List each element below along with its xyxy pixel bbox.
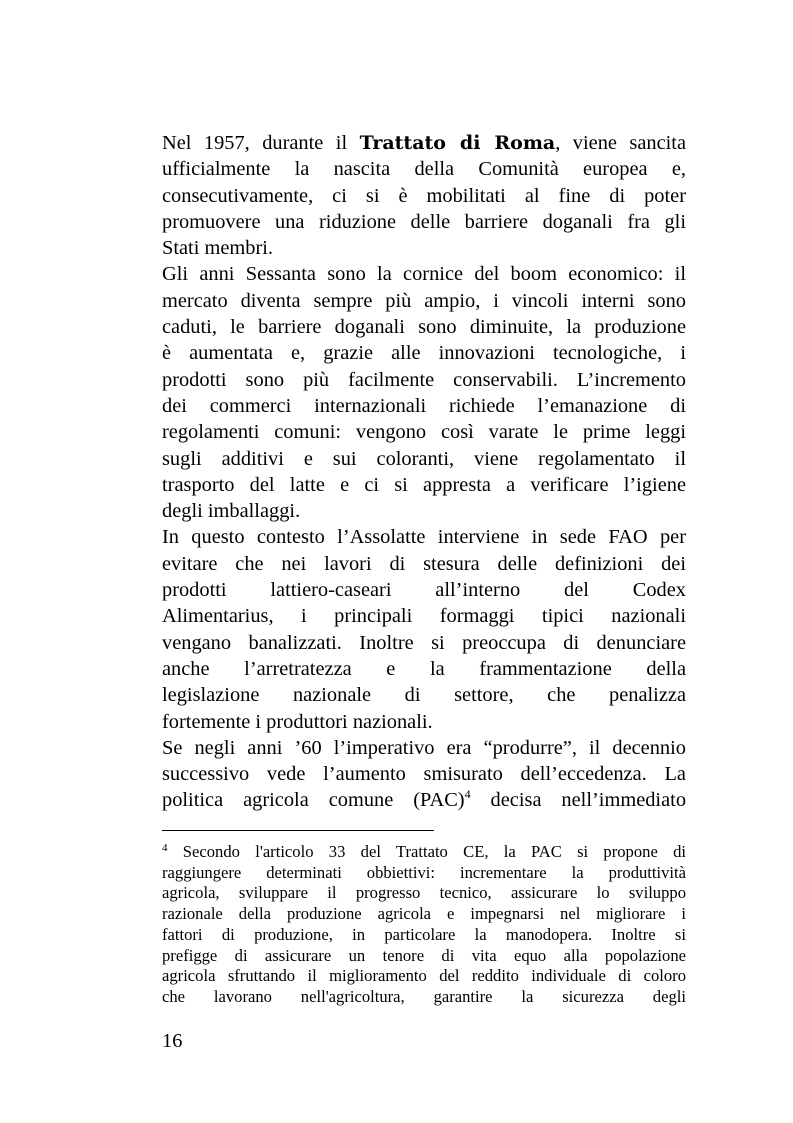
paragraph-treaty-of-rome bbox=[162, 130, 686, 261]
footnote-line: razionale della produzione agricola e impegnarsi nel migliorare i bbox=[162, 904, 686, 924]
paragraph-assolatte bbox=[162, 524, 686, 734]
footnote-line: agricola, sviluppare il progresso tecnico, assicurare lo sviluppo bbox=[162, 883, 686, 903]
text-line: promuovere una riduzione delle barriere doganali fra gli bbox=[162, 210, 686, 233]
footnote-number: 4 bbox=[162, 842, 168, 854]
text-line: Stati membri. bbox=[162, 237, 274, 260]
text-line: trasporto del latte e ci si appresta a verificare l’igiene bbox=[162, 473, 686, 496]
text-line: anche l’arretratezza e la frammentazione della bbox=[162, 657, 686, 680]
text-line: degli imballaggi. bbox=[162, 500, 301, 523]
text-line: fortemente i produttori nazionali. bbox=[162, 710, 433, 733]
paragraph-pac bbox=[162, 735, 686, 814]
footnote-line: agricola sfruttando il miglioramento del reddito individuale di coloro bbox=[162, 966, 686, 986]
paragraph-sixties-boom bbox=[162, 261, 686, 524]
text-line: è aumentata e, grazie alle innovazioni tecnologiche, i bbox=[162, 342, 686, 365]
footnote-line: fattori di produzione, in particolare la manodopera. Inoltre si bbox=[162, 924, 686, 944]
text-line: Gli anni Sessanta sono la cornice del boom economico: il bbox=[162, 263, 686, 286]
text-line: ufficialmente la nascita della Comunità europea e, bbox=[162, 158, 686, 181]
text-line: successivo vede l’aumento smisurato dell’eccedenza. La bbox=[162, 763, 686, 786]
footnote-line: $^4$ Secondo l'articolo 33 del Trattato CE, la PAC si propone di bbox=[162, 842, 686, 861]
text-line: politica agricola comune (PAC)$^4$ decisa nell’immediato bbox=[162, 787, 687, 812]
text-line: Alimentarius, i principali formaggi tipici nazionali bbox=[162, 605, 686, 628]
footnote-line: prefigge di assicurare un tenore di vita equo alla popolazione bbox=[162, 945, 686, 965]
footnote bbox=[162, 842, 686, 1008]
text-line: mercato diventa sempre più ampio, i vincoli interni sono bbox=[162, 289, 686, 312]
footnote-line: che lavorano nell'agricoltura, garantire la sicurezza degli bbox=[162, 986, 686, 1006]
footnote-reference[interactable]: 4 bbox=[464, 787, 471, 802]
text-line: caduti, le barriere doganali sono diminuite, la produzione bbox=[162, 316, 686, 339]
bold-term: Trattato di Roma bbox=[359, 132, 556, 154]
text-line: legislazione nazionale di settore, che penalizza bbox=[162, 684, 686, 707]
text-line: sugli additivi e sui coloranti, viene regolamentato il bbox=[162, 447, 686, 470]
footnote-line: raggiungere determinati obbiettivi: incrementare la produttività bbox=[162, 862, 686, 882]
text-line: prodotti sono più facilmente conservabili. L’incremento bbox=[162, 368, 686, 391]
text-line: regolamenti comuni: vengono così varate le prime leggi bbox=[162, 421, 686, 444]
text-line: vengano banalizzati. Inoltre si preoccupa di denunciare bbox=[162, 631, 686, 654]
body-text bbox=[162, 130, 686, 814]
footnote-separator bbox=[162, 830, 434, 831]
text-line: In questo contesto l’Assolatte interviene in sede FAO per bbox=[162, 526, 686, 549]
text-line: dei commerci internazionali richiede l’emanazione di bbox=[162, 394, 686, 417]
text-line: Se negli anni ’60 l’imperativo era “produrre”, il decennio bbox=[162, 736, 686, 759]
text-line: prodotti lattiero-caseari all’interno del Codex bbox=[162, 579, 686, 602]
text-line: consecutivamente, ci si è mobilitati al fine di poter bbox=[162, 184, 686, 207]
page-number: 16 bbox=[162, 1030, 183, 1052]
text-line: Nel 1957, durante il Trattato di Roma, viene sancita bbox=[162, 132, 686, 154]
text-line: evitare che nei lavori di stesura delle definizioni dei bbox=[162, 552, 686, 575]
